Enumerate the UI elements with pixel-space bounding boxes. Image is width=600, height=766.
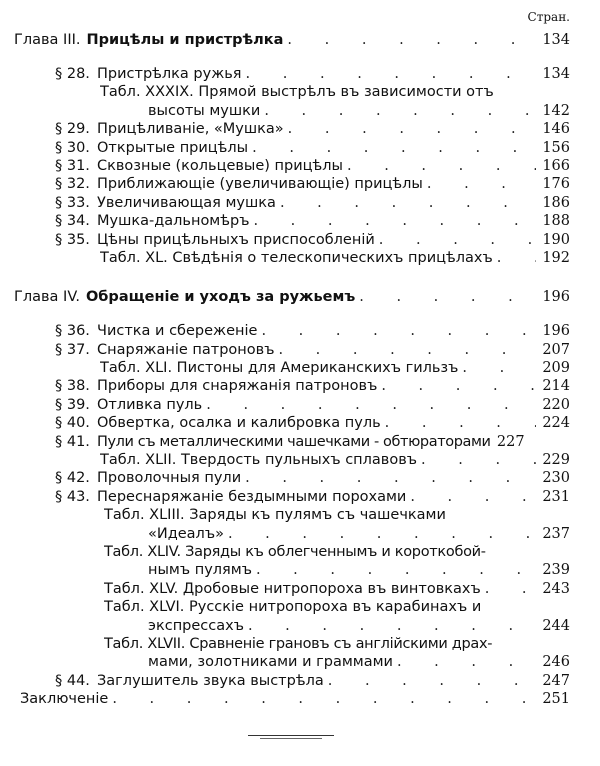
page-number: 243 xyxy=(542,580,570,597)
section-number: § 41. xyxy=(55,433,90,450)
toc-entry[interactable] xyxy=(0,194,600,212)
page-number: 244 xyxy=(542,617,570,634)
toc-entry[interactable] xyxy=(0,598,600,616)
leader-dots xyxy=(206,396,536,414)
entry-title: «Идеалъ» xyxy=(148,525,224,542)
entry-title: Табл. XLV. Дробовые нитропороха въ винтовкахъ xyxy=(104,580,481,597)
page-number: 237 xyxy=(542,525,570,542)
page-number: 166 xyxy=(542,157,570,174)
leader-dots xyxy=(462,359,536,377)
toc-entry[interactable] xyxy=(0,212,600,230)
page-number: 192 xyxy=(542,249,570,266)
leader-dots xyxy=(485,580,536,598)
toc-entry[interactable] xyxy=(0,580,600,598)
leader-dots xyxy=(497,249,536,267)
pages-column-label: Стран. xyxy=(527,10,570,24)
toc-entry[interactable] xyxy=(0,249,600,267)
section-number: § 29. xyxy=(55,121,90,138)
leader-dots xyxy=(256,561,536,579)
entry-title: Увеличивающая мушка xyxy=(97,194,276,211)
leader-dots xyxy=(328,672,536,690)
toc-entry[interactable] xyxy=(0,543,600,561)
toc-entry[interactable] xyxy=(0,341,600,359)
entry-title: Обвертка, осалка и калибровка пуль xyxy=(97,415,381,432)
entry-title: Приближающіе (увеличивающіе) прицѣлы xyxy=(97,176,423,193)
leader-dots xyxy=(381,377,536,395)
toc-entry[interactable] xyxy=(0,322,600,340)
page-number: 229 xyxy=(542,452,570,469)
toc-entry[interactable] xyxy=(0,488,600,506)
page-number: 247 xyxy=(542,672,570,689)
section-number: § 36. xyxy=(55,323,90,340)
entry-title: Мушка-дальномѣръ xyxy=(97,213,250,230)
section-number: § 42. xyxy=(55,470,90,487)
entry-title: Пристрѣлка ружья xyxy=(97,66,242,82)
section-number: § 37. xyxy=(55,341,90,358)
entry-title: мами, золотниками и граммами xyxy=(148,654,393,671)
page-number: 224 xyxy=(542,415,570,432)
page-number: 134 xyxy=(542,66,570,82)
entry-title: Проволочныя пули xyxy=(97,470,242,487)
toc-entry[interactable] xyxy=(0,157,600,175)
chapter-title: Обращеніе и уходъ за ружьемъ xyxy=(85,289,356,306)
page-number: 231 xyxy=(542,488,570,505)
leader-dots xyxy=(278,341,536,359)
page-number: 207 xyxy=(542,341,570,358)
leader-dots xyxy=(359,287,536,308)
leader-dots xyxy=(248,617,536,635)
section-number: § 30. xyxy=(55,139,90,156)
entry-title: нымъ пулямъ xyxy=(148,562,252,579)
section-number: § 28. xyxy=(55,66,90,82)
leader-dots xyxy=(246,65,536,83)
page-number: 176 xyxy=(542,176,570,193)
leader-dots xyxy=(385,414,536,432)
entry-title: Табл. XLI. Пистоны для Американскихъ гильзъ xyxy=(100,360,459,377)
toc-entry[interactable] xyxy=(0,617,600,635)
entry-title: Табл. XL. Свѣдѣнія о телескопическихъ прицѣлахъ xyxy=(100,249,493,266)
leader-dots xyxy=(379,231,536,249)
toc-entry[interactable] xyxy=(0,525,600,543)
page-number: 134 xyxy=(542,32,570,48)
leader-dots xyxy=(280,194,536,212)
toc-entry[interactable] xyxy=(0,120,600,138)
leader-dots xyxy=(421,451,536,469)
section-number: § 35. xyxy=(55,231,90,248)
entry-title: Табл. XXXIX. Прямой выстрѣлъ въ зависимости отъ xyxy=(100,84,494,101)
toc-entry[interactable] xyxy=(0,102,600,120)
section-number: § 31. xyxy=(55,157,90,174)
toc-entry[interactable] xyxy=(0,396,600,414)
leader-dots xyxy=(288,120,536,138)
leader-dots xyxy=(410,488,536,506)
section-number: § 34. xyxy=(55,213,90,230)
footer-rule xyxy=(248,735,334,736)
toc-entry[interactable] xyxy=(0,469,600,487)
leader-dots xyxy=(253,212,536,230)
chapter-heading[interactable] xyxy=(0,287,600,308)
toc-entry[interactable] xyxy=(0,65,600,83)
page-number: 196 xyxy=(542,289,570,306)
page-number: 186 xyxy=(542,194,570,211)
toc-entry[interactable] xyxy=(0,83,600,101)
leader-dots xyxy=(427,175,536,193)
toc-entry[interactable] xyxy=(0,139,600,157)
page-number: 220 xyxy=(542,396,570,413)
page-number: 196 xyxy=(542,323,570,340)
page-number: 146 xyxy=(542,121,570,138)
entry-title: Отливка пуль xyxy=(97,396,203,413)
toc-entry[interactable] xyxy=(0,359,600,377)
section-number: § 38. xyxy=(55,378,90,395)
entry-title: Заглушитель звука выстрѣла xyxy=(97,672,324,689)
page-number: 230 xyxy=(542,470,570,487)
conclusion-entry[interactable] xyxy=(0,690,600,708)
entry-title: Пули съ металлическими чашечками - обтюраторами xyxy=(97,433,491,450)
leader-dots xyxy=(261,322,536,340)
page-number: 214 xyxy=(542,378,570,395)
entry-title: Цѣны прицѣльныхъ приспособленій xyxy=(97,231,375,248)
toc-entry[interactable] xyxy=(0,414,600,432)
entry-title: Табл. XLVI. Русскіе нитропороха въ карабинахъ и xyxy=(104,599,482,616)
page-number: 188 xyxy=(542,213,570,230)
entry-title: Переснаряжаніе бездымными порохами xyxy=(97,488,407,505)
section-number: § 39. xyxy=(55,396,90,413)
page-number: 251 xyxy=(542,691,570,708)
leader-dots xyxy=(112,690,536,708)
section-number: § 43. xyxy=(55,488,90,505)
leader-dots xyxy=(245,469,536,487)
leader-dots xyxy=(252,139,536,157)
entry-title: Снаряжаніе патроновъ xyxy=(97,341,275,358)
entry-title: Чистка и сбереженіе xyxy=(97,323,258,340)
page-number: 156 xyxy=(542,139,570,156)
entry-title: экспрессахъ xyxy=(148,617,244,634)
entry-title: Табл. XLVII. Сравненіе грановъ съ англійскими драх- xyxy=(104,635,493,652)
page-number: 246 xyxy=(542,654,570,671)
toc-entry[interactable] xyxy=(0,433,600,451)
page-number: 142 xyxy=(542,102,570,119)
toc-entry[interactable] xyxy=(0,231,600,249)
entry-title: Прицѣливаніе, «Мушка» xyxy=(97,121,284,138)
toc-entry[interactable] xyxy=(0,506,600,524)
chapter-heading[interactable] xyxy=(0,30,600,51)
toc-entry[interactable] xyxy=(0,635,600,653)
section-number: § 33. xyxy=(55,194,90,211)
leader-dots xyxy=(228,525,536,543)
toc-entry[interactable] xyxy=(0,175,600,193)
toc-entry[interactable] xyxy=(0,653,600,671)
chapter-label: Глава III. xyxy=(14,32,81,48)
entry-title: Приборы для снаряжанія патроновъ xyxy=(97,378,378,395)
leader-dots xyxy=(397,653,536,671)
toc-entry[interactable] xyxy=(0,377,600,395)
entry-title: Табл. XLIV. Заряды къ облегченнымъ и короткобой- xyxy=(104,543,486,560)
leader-dots xyxy=(264,102,536,120)
toc-entry[interactable] xyxy=(0,451,600,469)
entry-title: Заключеніе xyxy=(20,691,109,708)
entry-title: Открытые прицѣлы xyxy=(97,139,249,156)
page-number: 239 xyxy=(542,562,570,579)
leader-dots xyxy=(347,157,536,175)
page-number: 209 xyxy=(542,360,570,377)
entry-title: Табл. XLIII. Заряды къ пулямъ съ чашечками xyxy=(104,507,446,524)
section-number: § 44. xyxy=(55,672,90,689)
entry-title: высоты мушки xyxy=(148,102,261,119)
leader-dots xyxy=(287,30,536,51)
section-number: § 32. xyxy=(55,176,90,193)
section-number: § 40. xyxy=(55,415,90,432)
toc-entry[interactable] xyxy=(0,561,600,579)
page-number: 227 xyxy=(496,433,525,450)
chapter-label: Глава IV. xyxy=(14,289,80,306)
table-of-contents xyxy=(0,30,600,709)
page-number: 190 xyxy=(542,231,570,248)
chapter-title: Прицѣлы и пристрѣлка xyxy=(86,32,284,48)
toc-entry[interactable] xyxy=(0,672,600,690)
entry-title: Сквозные (кольцевые) прицѣлы xyxy=(97,157,343,174)
entry-title: Табл. XLII. Твердость пульныхъ сплавовъ xyxy=(100,452,418,469)
